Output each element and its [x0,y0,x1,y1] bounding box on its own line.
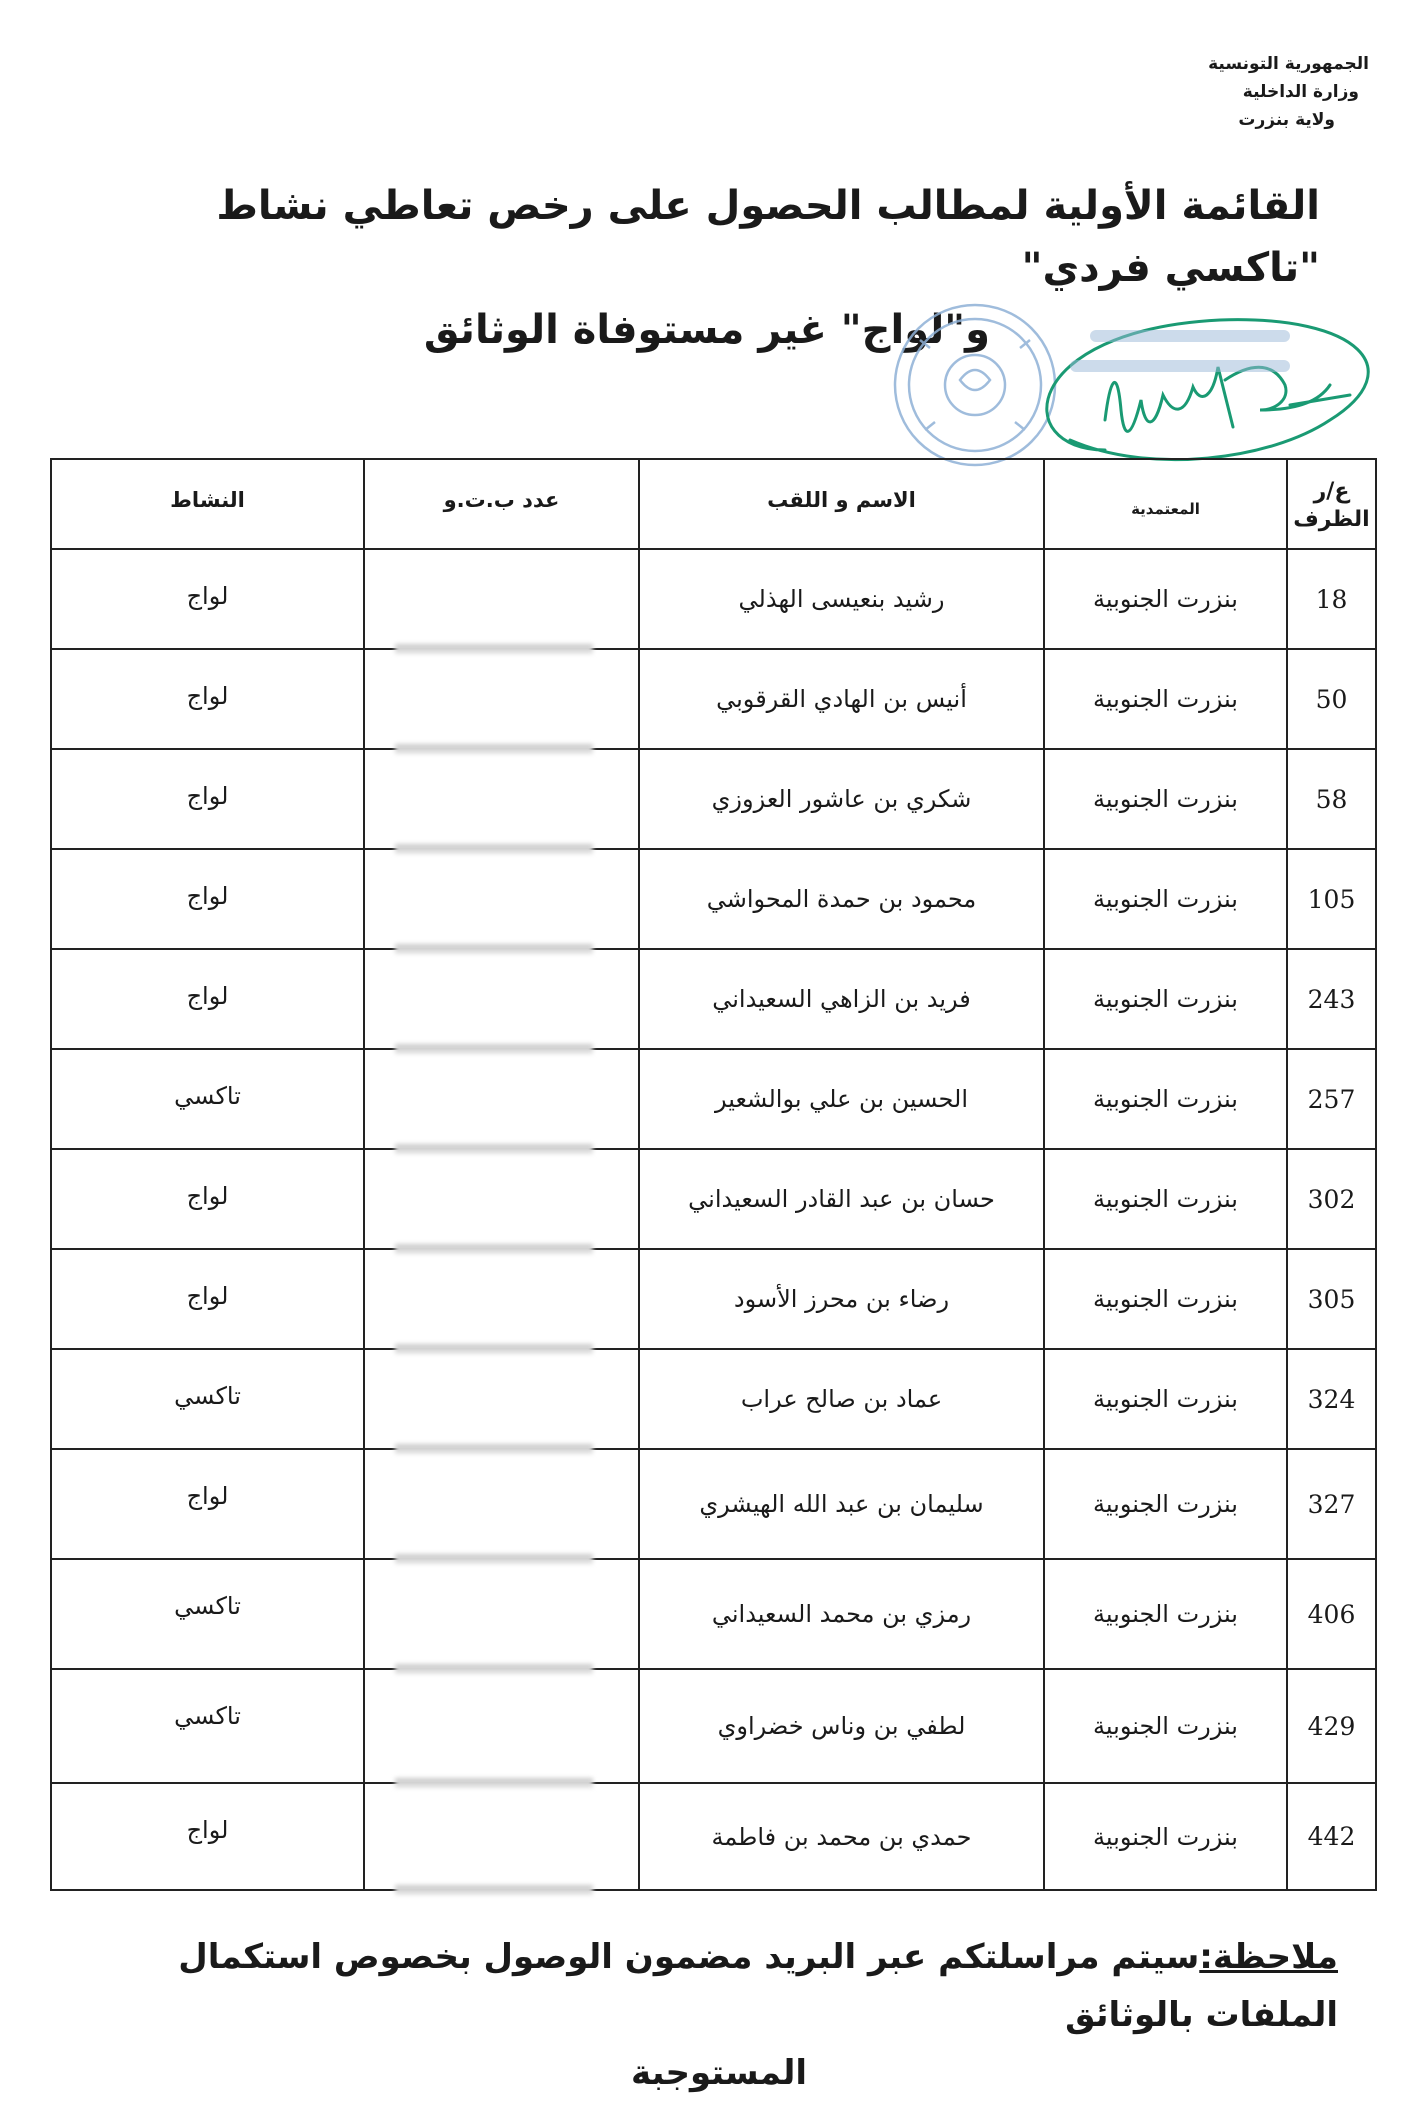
row-delegation: بنزرت الجنوبية [1044,1783,1287,1890]
stamp-faint-text-icon [1070,330,1290,372]
row-number: 58 [1287,749,1376,849]
row-id [364,549,639,649]
table-row [51,1559,1376,1669]
row-id [364,1449,639,1559]
row-id [364,1249,639,1349]
row-number: 257 [1287,1049,1376,1149]
row-name: الحسين بن علي بوالشعير [639,1049,1044,1149]
row-delegation: بنزرت الجنوبية [1044,1349,1287,1449]
row-name: محمود بن حمدة المحواشي [639,849,1044,949]
row-name: عماد بن صالح عراب [639,1349,1044,1449]
row-name: رضاء بن محرز الأسود [639,1249,1044,1349]
circular-official-seal-icon [895,305,1055,465]
row-name: لطفي بن وناس خضراوي [639,1669,1044,1783]
table-header-row [51,459,1376,549]
page-title-line2: و"لواج" غير مستوفاة الوثائق [423,307,990,353]
table-row [51,1783,1376,1890]
row-id [364,1669,639,1783]
row-name: أنيس بن الهادي القرقوبي [639,649,1044,749]
row-activity: لواج [51,1783,364,1890]
header-activity: النشاط [51,459,364,549]
row-number: 18 [1287,549,1376,649]
row-number: 302 [1287,1149,1376,1249]
table-row [51,1149,1376,1249]
row-activity: لواج [51,749,364,849]
row-name: شكري بن عاشور العزوزي [639,749,1044,849]
row-delegation: بنزرت الجنوبية [1044,1049,1287,1149]
row-activity: لواج [51,1249,364,1349]
row-activity: تاكسي [51,1049,364,1149]
row-activity: تاكسي [51,1349,364,1449]
row-activity: لواج [51,1449,364,1559]
row-activity: لواج [51,1149,364,1249]
row-name: فريد بن الزاهي السعيداني [639,949,1044,1049]
letterhead-governorate: ولاية بنزرت [1238,110,1335,130]
row-number: 406 [1287,1559,1376,1669]
note-label: ملاحظة: [1199,1937,1338,1977]
row-number: 105 [1287,849,1376,949]
row-number: 442 [1287,1783,1376,1890]
row-delegation: بنزرت الجنوبية [1044,849,1287,949]
row-delegation: بنزرت الجنوبية [1044,1449,1287,1559]
row-delegation: بنزرت الجنوبية [1044,749,1287,849]
row-name: حمدي بن محمد بن فاطمة [639,1783,1044,1890]
row-number: 327 [1287,1449,1376,1559]
row-id [364,649,639,749]
row-number: 429 [1287,1669,1376,1783]
table-row [51,1349,1376,1449]
letterhead [1069,50,1369,134]
row-id [364,1349,639,1449]
row-delegation: بنزرت الجنوبية [1044,949,1287,1049]
row-activity: تاكسي [51,1669,364,1783]
header-id: عدد ب.ت.و [364,459,639,549]
table-row [51,749,1376,849]
header-delegation: المعتمدية [1044,459,1287,549]
row-id [364,949,639,1049]
row-id [364,1783,639,1890]
applicants-table [50,458,1377,1891]
row-name: رشيد بنعيسى الهذلي [639,549,1044,649]
row-delegation: بنزرت الجنوبية [1044,1669,1287,1783]
row-number: 50 [1287,649,1376,749]
row-delegation: بنزرت الجنوبية [1044,549,1287,649]
row-id [364,1559,639,1669]
page-title-line1: القائمة الأولية لمطالب الحصول على رخص تعاطي نشاط "تاكسي فردي" [216,183,1320,291]
note-text-line2: المستوجبة [630,2053,807,2093]
row-activity: لواج [51,649,364,749]
row-delegation: بنزرت الجنوبية [1044,1559,1287,1669]
table-row [51,949,1376,1049]
row-delegation: بنزرت الجنوبية [1044,1249,1287,1349]
table-row [51,1249,1376,1349]
row-id [364,749,639,849]
table-row [51,1049,1376,1149]
note [60,1928,1338,2102]
row-id [364,1149,639,1249]
row-activity: لواج [51,849,364,949]
letterhead-ministry: وزارة الداخلية [1242,82,1359,102]
row-id [364,849,639,949]
table-row [51,1449,1376,1559]
table-row [51,1669,1376,1783]
note-text: سيتم مراسلتكم عبر البريد مضمون الوصول بخصوص استكمال الملفات بالوثائق [178,1937,1338,2035]
table-row [51,649,1376,749]
row-number: 243 [1287,949,1376,1049]
row-activity: لواج [51,549,364,649]
row-number: 305 [1287,1249,1376,1349]
table-row [51,849,1376,949]
row-number: 324 [1287,1349,1376,1449]
row-id [364,1049,639,1149]
header-number: ع/ر الظرف [1287,459,1376,549]
header-name: الاسم و اللقب [639,459,1044,549]
row-delegation: بنزرت الجنوبية [1044,1149,1287,1249]
row-activity: لواج [51,949,364,1049]
row-name: سليمان بن عبد الله الهيشري [639,1449,1044,1559]
letterhead-country: الجمهورية التونسية [1208,54,1369,74]
table-row [51,549,1376,649]
row-name: رمزي بن محمد السعيداني [639,1559,1044,1669]
row-activity: تاكسي [51,1559,364,1669]
row-name: حسان بن عبد القادر السعيداني [639,1149,1044,1249]
row-delegation: بنزرت الجنوبية [1044,649,1287,749]
